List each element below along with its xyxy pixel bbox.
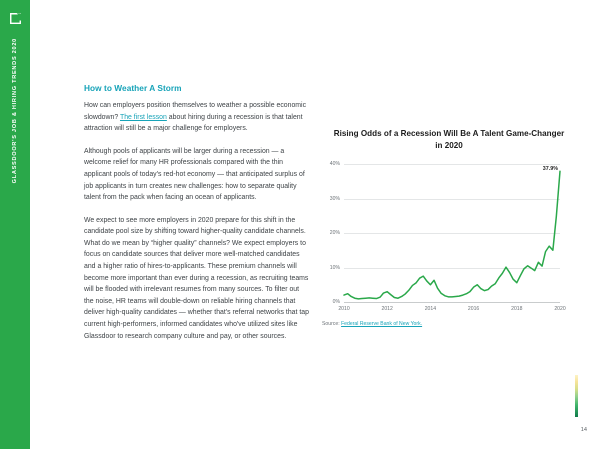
chart-panel — [318, 128, 580, 327]
paragraph-1-text-after-link: about hiring during a recession is that talent attraction will still be a major challenge for employers. — [84, 113, 303, 133]
chart-x-tick-label: 2018 — [511, 306, 523, 312]
footer-gradient-bar — [575, 375, 578, 417]
chart-series-path — [344, 171, 560, 299]
chart-frame — [322, 160, 566, 318]
glassdoor-logo-icon — [9, 12, 22, 25]
article-paragraph-3 — [84, 215, 309, 343]
chart-y-tick-label: 10% — [329, 264, 340, 271]
sidebar-brand-title — [0, 38, 30, 268]
chart-y-tick-label: 20% — [329, 230, 340, 236]
article-text-column — [84, 84, 309, 353]
chart-y-tick-label: 0% — [332, 299, 340, 305]
first-lesson-link[interactable]: The first lesson — [119, 113, 167, 121]
brand-sidebar — [0, 0, 30, 449]
chart-peak-annotation: 37.9% — [542, 166, 558, 173]
paragraph-2-text: Although pools of applicants will be larger during a recession — a welcome relief for many HR professionals compared with the thin applicant pools of today's red-hot economy — that anticipated surplus of job applicants in turn creates new challenges: how to separate quality talent from the pack when facing an ocean of applicants. — [84, 147, 305, 202]
chart-gridline — [344, 302, 560, 303]
chart-line-series — [344, 164, 560, 302]
page-number: 14 — [580, 427, 587, 433]
paragraph-3-text: We expect to see more employers in 2020 prepare for this shift in the candidate pool size by shifting toward higher-quality candidate channels. What do we mean by “higher quality” channels? We expect employers to focus on candidate sources that deliver more well-matched candidates and a higher ratio of hires-to-applicants. These premium channels will become more important than ever during a recession, as recruiting teams will be flooded with irrelevant resumes from many sources. To filter out the noise, HR teams will double-down on reliable hiring channels that deliver high-quality candidates — whether that's referral networks that tap current high-performers, informed candidates who've utilized sites like Glassdoor to research company culture and pay, or other sources. — [84, 216, 309, 340]
page-title: How to Weather A Storm — [84, 83, 182, 93]
chart-y-tick-label: 30% — [329, 195, 340, 202]
article-paragraph-2 — [84, 146, 309, 204]
chart-x-tick-label: 2012 — [381, 306, 393, 312]
chart-source-prefix: Source: — [322, 321, 342, 327]
paragraph-1-text-before-link: How can employers position themselves to weather a possible economic slowdown? — [84, 101, 307, 121]
chart-y-tick-label: 40% — [329, 161, 340, 167]
chart-x-tick-label: 2016 — [467, 306, 480, 312]
chart-plot-area — [329, 161, 566, 312]
article-paragraph-1 — [84, 100, 309, 135]
chart-title: Rising Odds of a Recession Will Be A Talent Game-Changer in 2020 — [333, 129, 565, 150]
chart-x-tick-label: 2010 — [338, 306, 350, 312]
chart-source-note — [322, 321, 580, 327]
chart-x-tick-label: 2014 — [424, 306, 437, 312]
sidebar-brand-title-text: GLASSDOOR'S JOB & HIRING TRENDS 2020 — [12, 38, 18, 184]
chart-source-link[interactable]: Federal Reserve Bank of New York. — [341, 321, 423, 327]
chart-x-tick-label: 2020 — [554, 306, 566, 312]
